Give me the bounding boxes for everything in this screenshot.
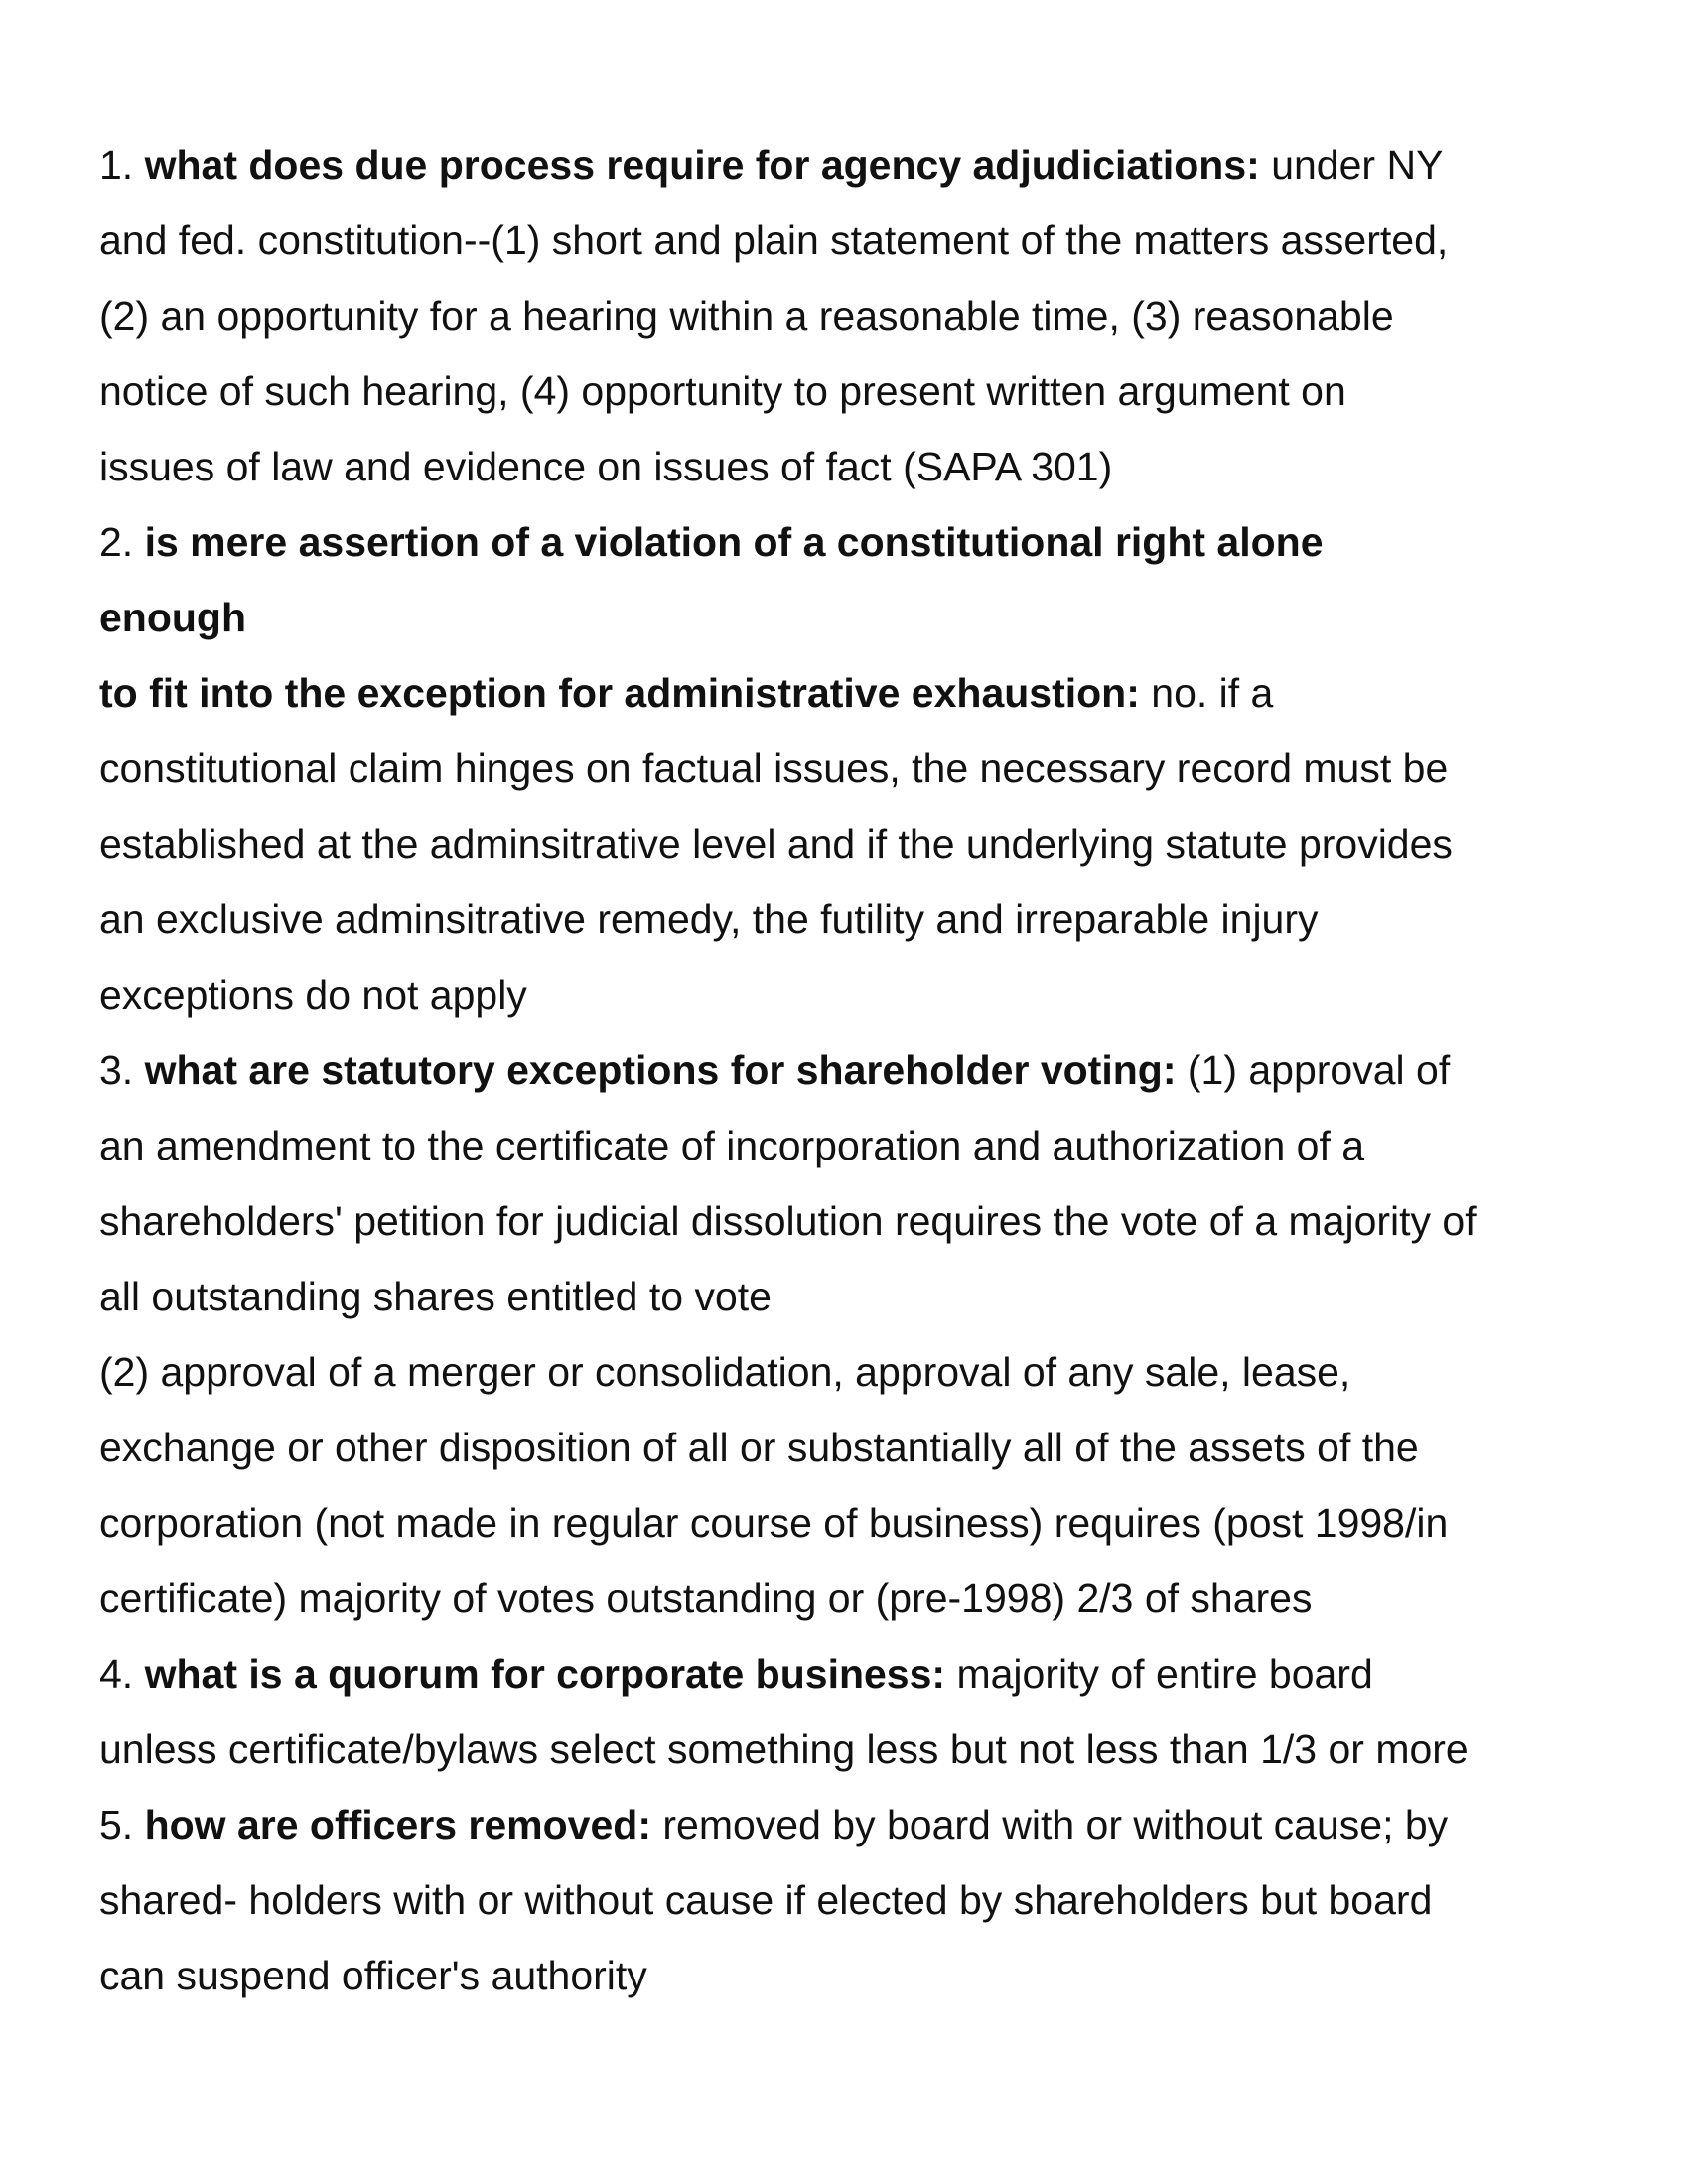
text-segment: (2) approval of a merger or consolidation, approval of any sale, lease,	[99, 1349, 1351, 1395]
text-line	[99, 806, 1477, 882]
text-segment: no. if a	[1139, 670, 1274, 716]
text-segment: an amendment to the certificate of incorporation and authorization of a	[99, 1123, 1365, 1168]
text-line	[99, 429, 1477, 504]
text-line	[99, 1485, 1477, 1561]
text-segment: issues of law and evidence on issues of fact (SAPA 301)	[99, 444, 1113, 489]
text-segment: can suspend officer's authority	[99, 1953, 647, 1998]
text-segment: 4.	[99, 1651, 145, 1697]
text-segment: 5.	[99, 1802, 145, 1847]
question-heading: what is a quorum for corporate business:	[144, 1651, 946, 1697]
text-segment: certificate) majority of votes outstanding or (pre-1998) 2/3 of shares	[99, 1575, 1313, 1621]
text-segment: unless certificate/bylaws select something less but not less than 1/3 or more	[99, 1726, 1469, 1772]
text-segment: exceptions do not apply	[99, 972, 527, 1018]
text-segment: and fed. constitution--(1) short and plain statement of the matters asserted,	[99, 217, 1449, 263]
text-line	[99, 1108, 1477, 1183]
text-segment: an exclusive adminsitrative remedy, the futility and irreparable injury	[99, 896, 1319, 942]
text-segment: corporation (not made in regular course of business) requires (post 1998/in	[99, 1500, 1449, 1546]
question-heading: how are officers removed:	[144, 1802, 651, 1847]
text-line	[99, 1259, 1477, 1334]
text-line	[99, 203, 1477, 278]
text-segment: shared- holders with or without cause if elected by shareholders but board	[99, 1877, 1433, 1923]
text-line	[99, 655, 1477, 731]
question-heading: to fit into the exception for administrative exhaustion:	[99, 670, 1140, 716]
text-segment: 3.	[99, 1047, 145, 1093]
text-segment: majority of entire board	[945, 1651, 1373, 1697]
text-line	[99, 1862, 1477, 1938]
text-line	[99, 1334, 1477, 1410]
text-line	[99, 1636, 1477, 1711]
text-line	[99, 504, 1477, 580]
text-segment: under NY	[1259, 142, 1444, 188]
text-line	[99, 580, 1477, 655]
text-segment: all outstanding shares entitled to vote	[99, 1274, 772, 1319]
text-segment: constitutional claim hinges on factual issues, the necessary record must be	[99, 746, 1449, 791]
text-line	[99, 1410, 1477, 1485]
text-line	[99, 1938, 1477, 2013]
text-line	[99, 1787, 1477, 1862]
text-segment: exchange or other disposition of all or substantially all of the assets of the	[99, 1425, 1419, 1470]
text-line	[99, 957, 1477, 1032]
text-line	[99, 882, 1477, 957]
text-line	[99, 1711, 1477, 1787]
text-line	[99, 1561, 1477, 1636]
question-heading: is mere assertion of a violation of a constitutional right alone	[144, 519, 1324, 565]
text-line	[99, 278, 1477, 353]
text-segment: notice of such hearing, (4) opportunity to present written argument on	[99, 368, 1346, 414]
text-segment: 2.	[99, 519, 145, 565]
document-body	[99, 127, 1477, 2013]
text-segment: established at the adminsitrative level and if the underlying statute provides	[99, 821, 1453, 867]
text-line	[99, 127, 1477, 203]
text-segment: (2) an opportunity for a hearing within a reasonable time, (3) reasonable	[99, 293, 1394, 339]
text-segment: removed by board with or without cause; by	[650, 1802, 1449, 1847]
text-segment: shareholders' petition for judicial dissolution requires the vote of a majority of	[99, 1198, 1477, 1244]
text-line	[99, 1183, 1477, 1259]
text-line	[99, 353, 1477, 429]
question-heading: what are statutory exceptions for shareholder voting:	[144, 1047, 1177, 1093]
question-heading: what does due process require for agency adjudiciations:	[144, 142, 1260, 188]
text-segment: (1) approval of	[1176, 1047, 1451, 1093]
text-segment: 1.	[99, 142, 145, 188]
question-heading: enough	[99, 595, 247, 640]
text-line	[99, 731, 1477, 806]
text-line	[99, 1032, 1477, 1108]
